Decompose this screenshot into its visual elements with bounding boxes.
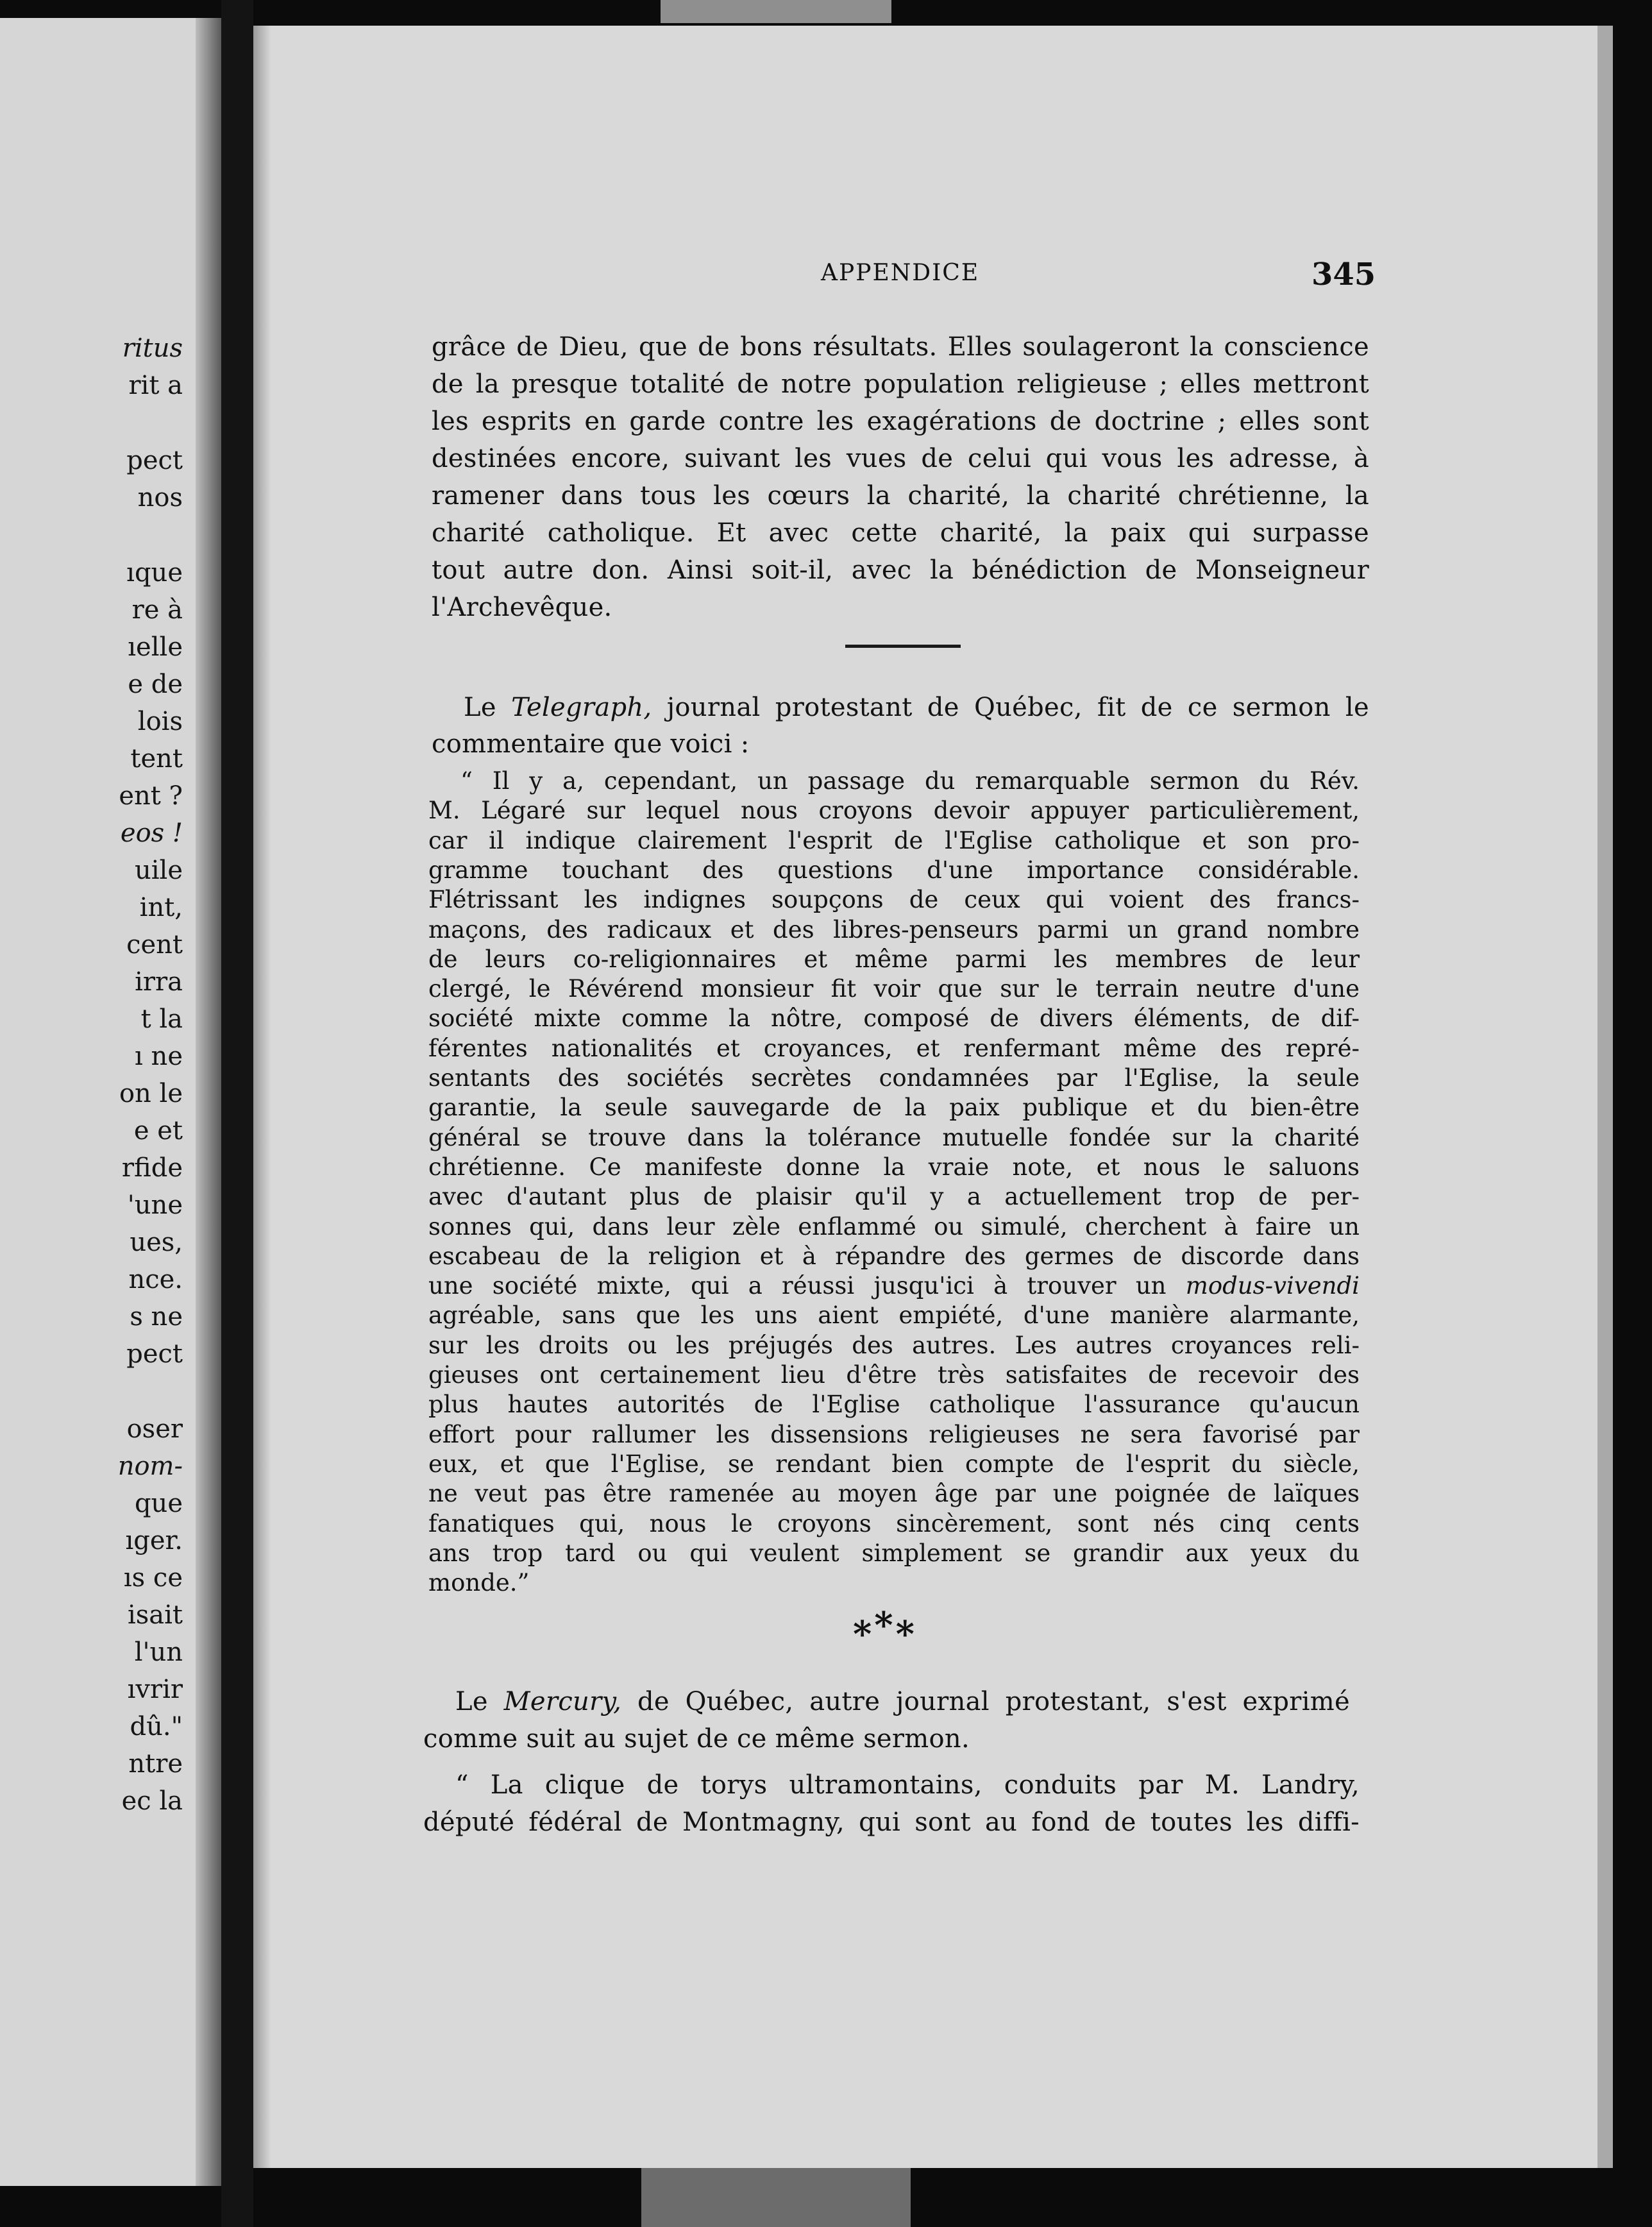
quote-line: maçons, des radicaux et des libres-penseurs parmi un grand nombre xyxy=(428,915,1360,944)
text-line xyxy=(432,693,1369,722)
left-page-line: e et xyxy=(133,1116,183,1146)
text-line: destinées encore, suivant les vues de celui qui vous les adresse, à xyxy=(432,444,1369,473)
left-page-line: re à xyxy=(131,595,183,625)
left-page-line: cent xyxy=(126,930,183,960)
quote-line: ne veut pas être ramenée au moyen âge par une poignée de laïques xyxy=(428,1480,1360,1508)
newspaper-name-telegraph: Telegraph, xyxy=(511,693,652,722)
left-page-line: irra xyxy=(135,967,183,997)
left-page-line: int, xyxy=(139,893,183,922)
left-page-line: rit a xyxy=(128,371,183,400)
left-page-line: eos ! xyxy=(120,818,183,848)
left-page-line: ntre xyxy=(128,1749,183,1779)
left-page-line: ıger. xyxy=(125,1526,183,1555)
quote-line: sonnes qui, dans leur zèle enflammé ou simulé, cherchent à faire un xyxy=(428,1212,1360,1241)
left-page-line: s ne xyxy=(130,1302,183,1332)
left-facing-page xyxy=(0,18,221,2186)
text-line: ramener dans tous les cœurs la charité, la charité chrétienne, la xyxy=(432,481,1369,511)
left-page-line: rfide xyxy=(121,1153,183,1183)
quote-line: sentants des sociétés secrètes condamnées par l'Eglise, la seule xyxy=(428,1064,1360,1092)
quote-line: avec d'autant plus de plaisir qu'il y a actuellement trop de per- xyxy=(428,1183,1360,1211)
quote-line: M. Légaré sur lequel nous croyons devoir appuyer particulièrement, xyxy=(428,797,1360,825)
newspaper-name-mercury: Mercury, xyxy=(503,1687,622,1716)
left-page-line: ues, xyxy=(130,1228,183,1257)
quote-line: plus hautes autorités de l'Eglise catholique l'assurance qu'aucun xyxy=(428,1391,1360,1419)
page-edge xyxy=(1597,26,1613,2168)
left-page-gutter xyxy=(196,18,221,2186)
quote-line: “ Il y a, cependant, un passage du remarquable sermon du Rév. xyxy=(460,767,1360,795)
text-span: journal protestant de Québec, fit de ce sermon le xyxy=(652,693,1369,722)
text-line: grâce de Dieu, que de bons résultats. Elles soulageront la conscience xyxy=(432,332,1369,362)
text-line: député fédéral de Montmagny, qui sont au fond de toutes les diffi- xyxy=(423,1808,1360,1837)
book-spine xyxy=(221,0,253,2227)
quote-line: chrétienne. Ce manifeste donne la vraie note, et nous le saluons xyxy=(428,1153,1360,1181)
left-page-line: isait xyxy=(127,1600,183,1630)
running-head: APPENDICE xyxy=(821,260,980,286)
quote-line xyxy=(428,1272,1360,1300)
quote-line: clergé, le Révérend monsieur fit voir que sur le terrain neutre d'une xyxy=(428,975,1360,1003)
left-page-line: ritus xyxy=(122,334,183,363)
left-page-line: ec la xyxy=(121,1786,183,1816)
quote-line: ans trop tard ou qui veulent simplement se grandir aux yeux du xyxy=(428,1539,1360,1567)
text-span: Le xyxy=(464,693,512,722)
quote-line: effort pour rallumer les dissensions religieuses ne sera favorisé par xyxy=(428,1420,1360,1448)
page-shadow xyxy=(253,26,271,2168)
top-tab xyxy=(661,0,891,23)
quote-line: eux, et que l'Eglise, se rendant bien compte de l'esprit du siècle, xyxy=(428,1450,1360,1478)
left-page-line: nos xyxy=(137,483,183,512)
left-page-line: ı ne xyxy=(135,1042,183,1071)
text-line: commentaire que voici : xyxy=(432,729,750,759)
quote-line: car il indique clairement l'esprit de l'Eglise catholique et son pro- xyxy=(428,826,1360,854)
quote-line: garantie, la seule sauvegarde de la paix publique et du bien-être xyxy=(428,1094,1360,1122)
text-line: les esprits en garde contre les exagérations de doctrine ; elles sont xyxy=(432,407,1369,436)
left-page-line: pect xyxy=(126,446,183,475)
text-span: une société mixte, qui a réussi jusqu'ici à trouver un xyxy=(428,1272,1186,1300)
left-page-line: l'un xyxy=(134,1638,183,1667)
left-page-line: nce. xyxy=(128,1265,183,1294)
asterism xyxy=(853,1604,917,1655)
asterisk: * xyxy=(874,1604,896,1647)
text-line: “ La clique de torys ultramontains, conduits par M. Landry, xyxy=(455,1770,1360,1800)
left-page-line: tent xyxy=(130,744,183,774)
quote-line: gieuses ont certainement lieu d'être très satisfaites de recevoir des xyxy=(428,1361,1360,1389)
text-span: Le xyxy=(455,1687,504,1716)
quote-line: général se trouve dans la tolérance mutuelle fondée sur la charité xyxy=(428,1123,1360,1151)
bottom-tab xyxy=(641,2168,911,2227)
quote-line: gramme touchant des questions d'une importance considérable. xyxy=(428,856,1360,884)
text-line: comme suit au sujet de ce même sermon. xyxy=(423,1724,970,1754)
left-page-line: on le xyxy=(119,1079,183,1108)
text-line: l'Archevêque. xyxy=(432,593,612,622)
text-line: de la presque totalité de notre population religieuse ; elles mettront xyxy=(432,369,1369,399)
text-line: charité catholique. Et avec cette charité, la paix qui surpasse xyxy=(432,518,1369,548)
left-page-line: nom- xyxy=(117,1452,183,1481)
text-line: tout autre don. Ainsi soit-il, avec la bénédiction de Monseigneur xyxy=(432,555,1369,585)
left-page-line: pect xyxy=(126,1339,183,1369)
page-number: 345 xyxy=(1311,257,1376,292)
quote-line: de leurs co-religionnaires et même parmi les membres de leur xyxy=(428,945,1360,973)
left-page-line: ıque xyxy=(126,558,183,588)
left-page-line: e de xyxy=(128,670,183,699)
left-page-line: ent ? xyxy=(119,781,183,811)
text-span: de Québec, autre journal protestant, s'est exprimé xyxy=(621,1687,1350,1716)
quote-line: férentes nationalités et croyances, et renfermant même des repré- xyxy=(428,1034,1360,1062)
left-page-line: ıvrir xyxy=(127,1675,183,1704)
asterisk: * xyxy=(853,1613,875,1655)
asterisk: * xyxy=(895,1613,917,1655)
quote-line: escabeau de la religion et à répandre des germes de discorde dans xyxy=(428,1242,1360,1270)
text-line xyxy=(423,1687,1350,1716)
left-page-line: ıelle xyxy=(128,632,183,662)
quote-line: monde.” xyxy=(428,1569,530,1597)
section-rule xyxy=(845,645,961,648)
quote-line: sur les droits ou les préjugés des autres. Les autres croyances reli- xyxy=(428,1331,1360,1359)
left-page-line: ıs ce xyxy=(123,1563,183,1593)
quote-line: société mixte comme la nôtre, composé de divers éléments, de dif- xyxy=(428,1004,1360,1033)
left-page-line: 'une xyxy=(127,1190,183,1220)
quote-line: agréable, sans que les uns aient empiété, d'une manière alarmante, xyxy=(428,1301,1360,1330)
left-page-line: que xyxy=(134,1489,183,1518)
left-page-line: lois xyxy=(137,707,183,736)
left-page-line: uile xyxy=(134,856,183,885)
left-page-line: dû." xyxy=(130,1712,183,1741)
left-page-line: t la xyxy=(140,1004,183,1034)
quote-line: fanatiques qui, nous le croyons sincèrement, sont nés cinq cents xyxy=(428,1509,1360,1537)
quote-line: Flétrissant les indignes soupçons de ceux qui voient des francs- xyxy=(428,886,1360,914)
left-page-line: oser xyxy=(126,1414,183,1444)
italic-phrase: modus-vivendi xyxy=(1185,1272,1360,1300)
